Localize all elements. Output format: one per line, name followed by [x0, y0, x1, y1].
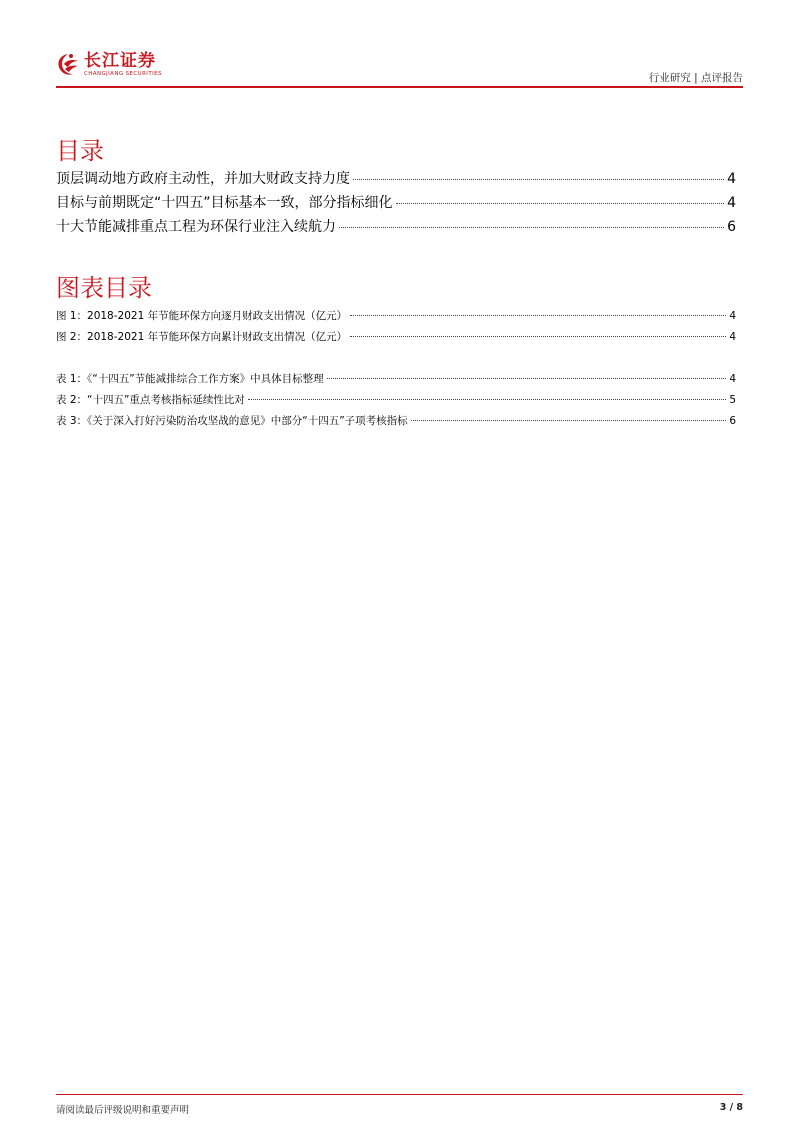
toc-item-title: 顶层调动地方政府主动性，并加大财政支持力度: [56, 171, 350, 187]
table-item[interactable]: [56, 411, 736, 432]
report-category: 行业研究 | 点评报告: [648, 72, 743, 84]
table-list: [56, 369, 736, 432]
footer-divider: [56, 1094, 743, 1095]
toc-list: [56, 167, 736, 239]
figure-item[interactable]: [56, 306, 736, 327]
toc-item-title: 十大节能减排重点工程为环保行业注入续航力: [56, 219, 336, 235]
figure-item[interactable]: [56, 327, 736, 348]
table-item-title: 表 1：《“十四五”节能减排综合工作方案》中具体目标整理: [56, 373, 324, 385]
chart-toc-title: 图表目录: [56, 274, 152, 302]
toc-item[interactable]: [56, 215, 736, 239]
figure-list: [56, 306, 736, 348]
table-item[interactable]: [56, 390, 736, 411]
table-item-page: 6: [729, 415, 736, 427]
brand-name-en: CHANGJIANG SECURITIES: [84, 71, 162, 77]
dot-leader: [396, 203, 725, 204]
page-header: [56, 50, 743, 90]
dot-leader: [350, 315, 726, 316]
company-logo: [56, 52, 162, 78]
toc-item-page: 4: [727, 171, 736, 187]
figure-item-title: 图 1：2018-2021 年节能环保方向逐月财政支出情况（亿元）: [56, 310, 348, 322]
toc-item[interactable]: [56, 191, 736, 215]
dot-leader: [353, 179, 724, 180]
table-item[interactable]: [56, 369, 736, 390]
toc-item-page: 4: [727, 195, 736, 211]
toc-item[interactable]: [56, 167, 736, 191]
figure-item-page: 4: [729, 331, 736, 343]
toc-item-title: 目标与前期既定“十四五”目标基本一致，部分指标细化: [56, 195, 393, 211]
logo-emblem-icon: [56, 52, 80, 78]
dot-leader: [350, 336, 726, 337]
toc-item-page: 6: [727, 219, 736, 235]
dot-leader: [339, 227, 724, 228]
figure-item-page: 4: [729, 310, 736, 322]
toc-title: 目录: [56, 137, 104, 165]
table-item-page: 5: [729, 394, 736, 406]
footer-disclaimer: 请阅读最后评级说明和重要声明: [56, 1105, 190, 1116]
header-divider: [56, 86, 743, 88]
dot-leader: [248, 399, 726, 400]
page-number: 3 / 8: [719, 1102, 743, 1113]
dot-leader: [411, 420, 727, 421]
dot-leader: [327, 378, 727, 379]
figure-item-title: 图 2：2018-2021 年节能环保方向累计财政支出情况（亿元）: [56, 331, 348, 343]
table-item-page: 4: [729, 373, 736, 385]
brand-name: 长江证券: [84, 51, 156, 71]
table-item-title: 表 2：“十四五”重点考核指标延续性比对: [56, 394, 245, 406]
table-item-title: 表 3：《关于深入打好污染防治攻坚战的意见》中部分“十四五”子项考核指标: [56, 415, 408, 427]
